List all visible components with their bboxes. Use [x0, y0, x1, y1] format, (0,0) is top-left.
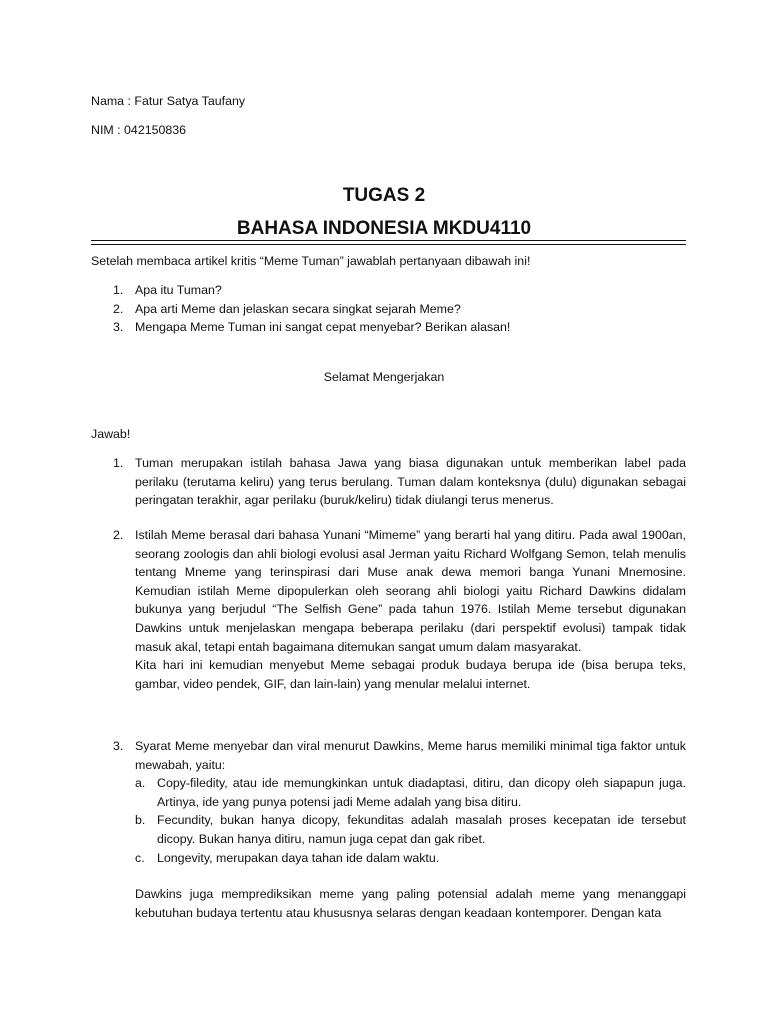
answer-2: [91, 526, 686, 693]
question-text: Apa itu Tuman?: [135, 283, 222, 297]
factor-item: [135, 811, 686, 848]
assignment-title: TUGAS 2: [342, 185, 426, 206]
answer-lead-text: Syarat Meme menyebar dan viral menurut Dawkins, Meme harus memiliki minimal tiga faktor untuk mewabah, yaitu:: [135, 739, 686, 772]
title-divider-top: [91, 240, 686, 241]
factor-text: Copy-filedity, atau ide memungkinkan untuk diadaptasi, ditiru, dan dicopy oleh siapapun juga. Artinya, ide yang punya potensi jadi Meme adalah yang bisa ditiru.: [157, 776, 686, 809]
answer-heading: Jawab!: [91, 427, 131, 441]
question-list: [91, 281, 686, 337]
question-item: [91, 300, 686, 319]
question-text: Mengapa Meme Tuman ini sangat cepat menyebar? Berikan alasan!: [135, 320, 511, 335]
question-number: 1.: [113, 283, 124, 297]
question-text: Apa arti Meme dan jelaskan secara singkat sejarah Meme?: [135, 301, 461, 316]
question-item: [91, 318, 686, 337]
question-number: 3.: [113, 320, 124, 335]
question-number: 2.: [113, 301, 124, 316]
answer-number: 1.: [113, 456, 124, 470]
answer-text: Tuman merupakan istilah bahasa Jawa yang biasa digunakan untuk memberikan label pada perilaku (terutama keliru) yang terus berulang. Tuman dalam konteksnya (dulu) digunakan sebagai peringatan terakhir, agar perilaku (buruk/keliru) tidak diulangi terus menerus.: [135, 456, 686, 508]
course-title: BAHASA INDONESIA MKDU4110: [236, 218, 532, 239]
factor-text: Fecundity, bukan hanya dicopy, fekunditas adalah masalah proses kecepatan ide tersebut dicopy. Bukan hanya ditiru, namun juga cepat dan gak ribet.: [157, 813, 686, 846]
answer-3: [91, 737, 686, 922]
title-divider-bottom: [91, 244, 686, 245]
answer-item: [91, 526, 686, 693]
answer-item: [91, 454, 686, 510]
answer-paragraph: Dawkins juga memprediksikan meme yang paling potensial adalah meme yang menanggapi kebutuhan budaya tertentu atau khususnya selaras dengan keadaan kontemporer. Dengan kata: [135, 887, 686, 920]
answer-item: [91, 737, 686, 922]
answer-paragraph: Kita hari ini kemudian menyebut Meme sebagai produk budaya berupa ide (bisa berupa teks, gambar, video pendek, GIF, dan lain-lain) yang menular melalui internet.: [135, 658, 686, 691]
factor-letter: a.: [135, 776, 146, 791]
closing-text: Selamat Mengerjakan: [323, 370, 445, 384]
factor-item: [135, 849, 686, 868]
answer-paragraph: Istilah Meme berasal dari bahasa Yunani “Mimeme” yang berarti hal yang ditiru. Pada awal 1900an, seorang zoologis dan ahli biologi evolusi asal Jerman yaitu Richard Wolfgang Semon, telah menulis tentang Mneme yang terinspirasi dari Muse anak dewa memori banga Yunani Mnemosine. Kemudian istilah Meme dipopulerkan oleh seorang ahli biologi yaitu Richard Dawkins didalam bukunya yang berjudul “The Selfish Gene” pada tahun 1976. Istilah Meme tersebut digunakan Dawkins untuk menjelaskan mengapa beberapa perilaku (dari perspektif evolusi) tampak tidak masuk akal, tetapi entah bagaimana ditemukan sangat umum dalam masyarakat.: [135, 528, 686, 654]
factor-item: [135, 774, 686, 811]
answer-1: [91, 454, 686, 510]
question-item: [91, 281, 686, 300]
student-nim: NIM : 042150836: [91, 123, 187, 137]
answer-number: 3.: [113, 739, 124, 753]
instructions-text: Setelah membaca artikel kritis “Meme Tuman” jawablah pertanyaan dibawah ini!: [91, 254, 531, 268]
factor-list: [135, 774, 686, 867]
factor-letter: c.: [135, 850, 145, 865]
answer-number: 2.: [113, 528, 124, 542]
factor-letter: b.: [135, 813, 146, 828]
factor-text: Longevity, merupakan daya tahan ide dalam waktu.: [157, 850, 440, 865]
student-name: Nama : Fatur Satya Taufany: [91, 94, 246, 108]
